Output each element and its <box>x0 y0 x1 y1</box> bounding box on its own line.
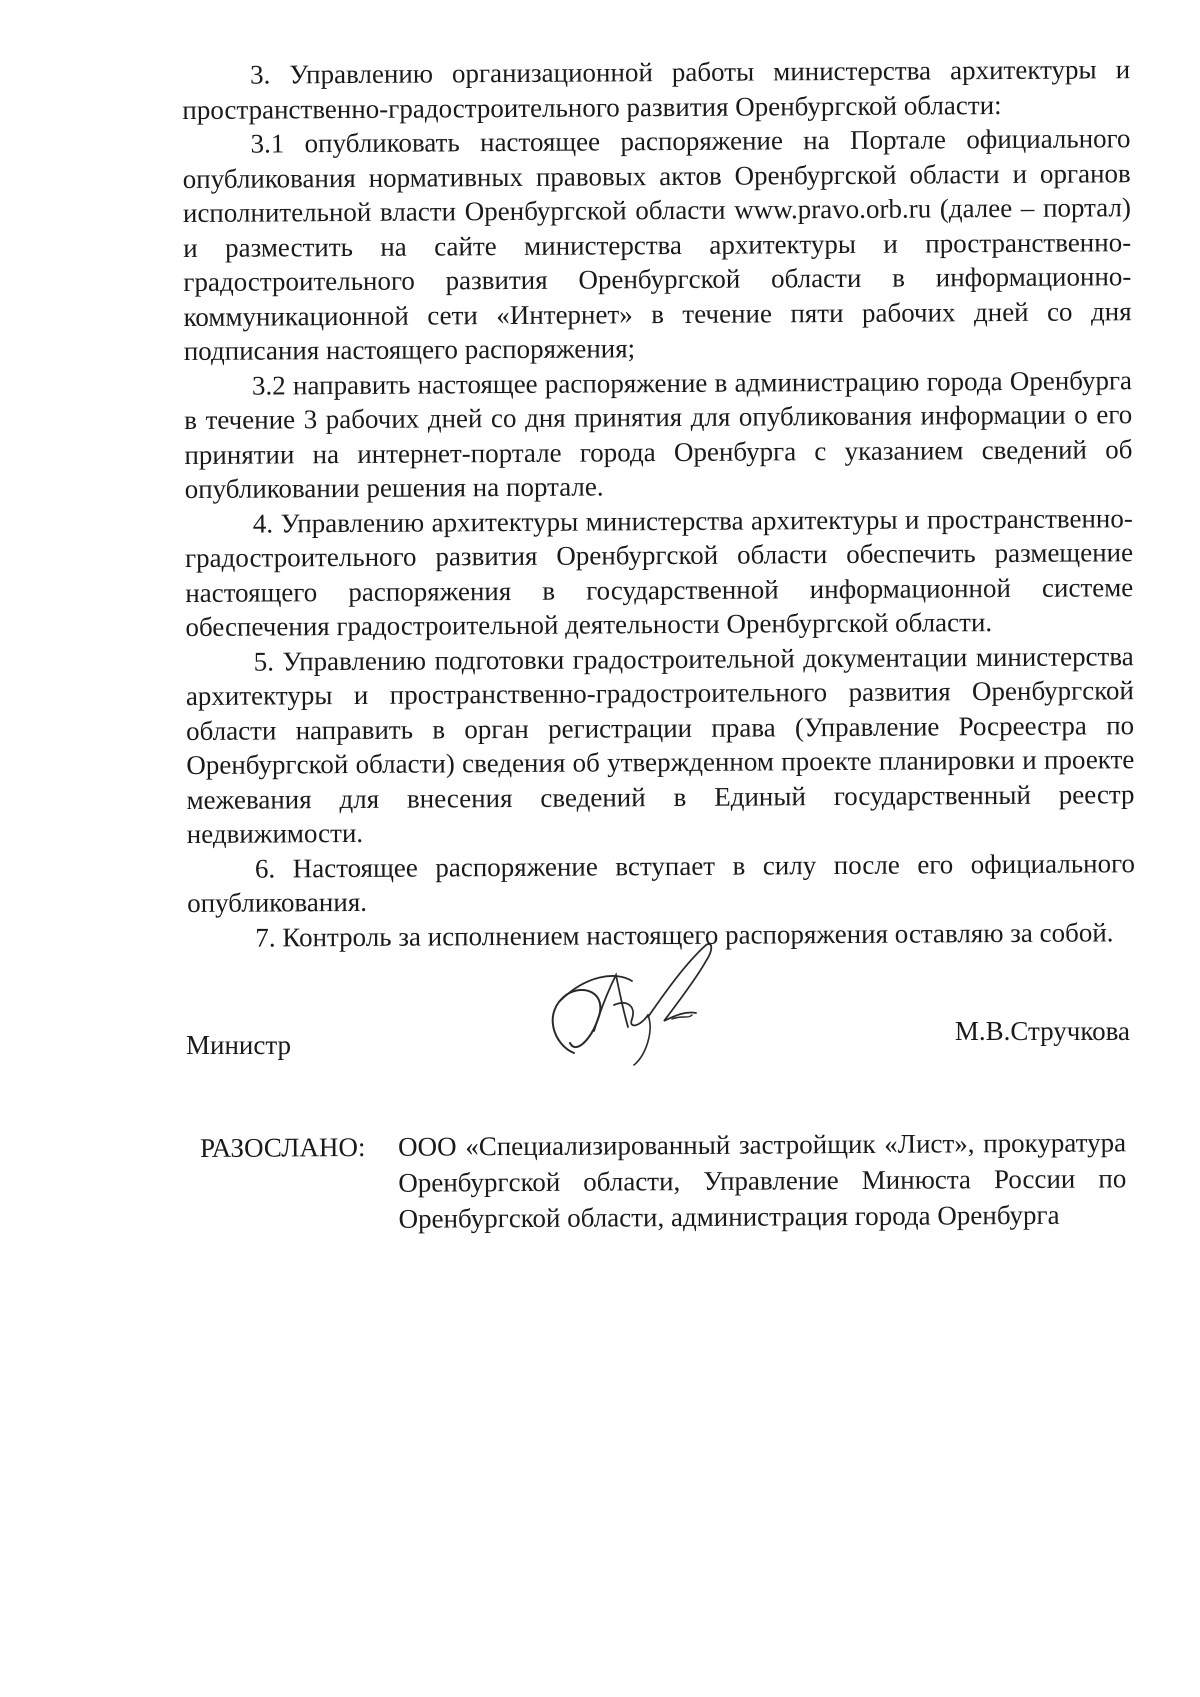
paragraph-4: 4. Управлению архитектуры министерства архитектуры и пространственно-градостроительного развития Оренбургской области обеспечить размещение настоящего распоряжения в государственной информационной системе обеспечения градостроительной деятельности Оренбургской области. <box>184 502 1134 642</box>
handwritten-signature <box>536 935 736 1075</box>
paragraph-7: 7. Контроль за исполнением настоящего распоряжения оставляю за собой. <box>255 916 1114 953</box>
signature-block <box>186 1016 1130 1070</box>
document-body <box>182 52 1135 955</box>
signatory-title: Министр <box>186 1030 291 1060</box>
signatory-name: М.В.Стручкова <box>954 1016 1130 1046</box>
paragraph-3-1: 3.1 опубликовать настоящее распоряжение на Портале официального опубликования нормативных правовых актов Оренбургской области и органов исполнительной власти Оренбургской области www.pravo.orb.ru (далее – портал) и разместить на сайте министерства архитектуры и пространственно-градостроительного развития Оренбургской области в информационно-коммуникационной сети «Интернет» в течение пяти рабочих дней со дня подписания настоящего распоряжения; <box>182 123 1132 366</box>
paragraph-3-2: 3.2 направить настоящее распоряжение в администрацию города Оренбурга в течение 3 рабочих дней со дня принятия для опубликования информации о его принятии на интернет-портале города Оренбурга с указанием сведений об опубликовании решения на портале. <box>184 364 1133 504</box>
distribution-label: РАЗОСЛАНО: <box>200 1131 366 1163</box>
paragraph-5: 5. Управлению подготовки градостроительной документации министерства архитектуры и пространственно-градостроительного развития Оренбургской области направить в орган регистрации права (Управление Росреестра по Оренбургской области) сведения об утвержденном проекте планировки и проекте межевания для внесения сведений в Единый государственный реестр недвижимости. <box>185 640 1135 849</box>
distribution-block <box>200 1124 1127 1238</box>
paragraph-3: 3. Управлению организационной работы министерства архитектуры и пространственно-градостроительного развития Оренбургской области: <box>182 54 1131 125</box>
distribution-list: ООО «Специализированный застройщик «Лист», прокуратура Оренбургской области, Управление Минюста России по Оренбургской области, администрация города Оренбурга <box>398 1127 1127 1234</box>
paragraph-6: 6. Настоящее распоряжение вступает в силу после его официального опубликования. <box>187 847 1136 918</box>
